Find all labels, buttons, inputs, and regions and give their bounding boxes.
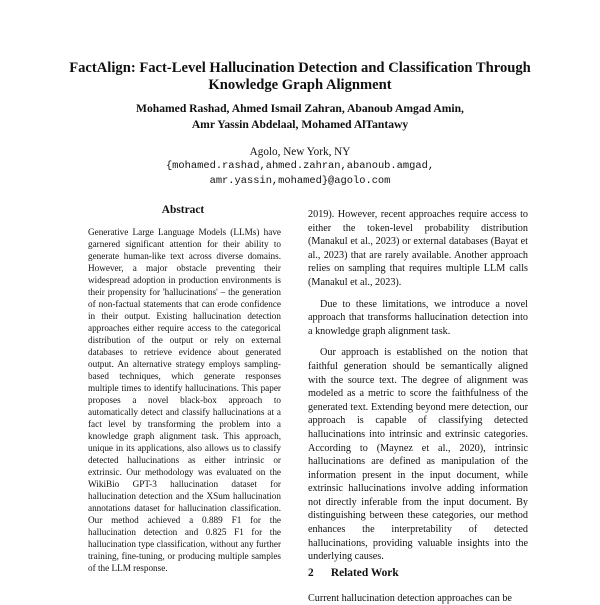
author-list [40, 101, 560, 133]
right-column [308, 208, 528, 572]
abstract-body [88, 226, 281, 574]
email-line-1: {mohamed.rashad,ahmed.zahran,abanoub.amgad, [165, 160, 435, 172]
email-line-2: amr.yassin,mohamed}@agolo.com [209, 175, 391, 187]
body-paragraph-3: Our approach is established on the notion that faithful generation should be semantically aligned with the source text. The degree of alignment was modeled as a metric to score the faithfulness of the generated text. Extending beyond mere detection, our approach is capable of classifying detected hallucinations into intrinsic and extrinsic categories. According to (Maynez et al., 2020), intrinsic hallucinations are defined as manipulation of the information present in the input document, while extrinsic hallucinations involve adding information not directly inferable from the input document. By distinguishing between these categories, our method enhances the interpretability of detected hallucinations, providing valuable insights into the underlying causes. [308, 347, 528, 563]
section-title: Related Work [330, 567, 399, 579]
email-block [40, 159, 560, 189]
authors-line-2: Amr Yassin Abdelaal, Mohamed AlTantawy [191, 118, 409, 131]
abstract-text: Generative Large Language Models (LLMs) have garnered significant attention for their ability to generate human-like text across diverse domains. However, a major obstacle preventing their widespread adoption in production environments is their propensity for 'hallucinations' – the generation of non-factual statements that can erode confidence in their output. Existing hallucination detection approaches either require access to the categorical distribution of the output or rely on external databases to retrieve evidence about generated output. An alternative strategy employs sampling-based techniques, which generate responses multiple times to identify hallucinations. This paper proposes a novel black-box approach to automatically detect and classify hallucinations at a fact level by transforming the problem into a knowledge graph alignment task. This approach, unique in its applications, also allows us to classify detected hallucinations as either intrinsic or extrinsic. Our methodology was evaluated on the WikiBio GPT-3 hallucination dataset for hallucination detection and the XSum hallucination annotations dataset for hallucination classification. Our method achieved a 0.889 F1 for the hallucination detection and 0.825 F1 for the hallucination type classification, without any further training, fine-tuning, or producing multiple samples of the LLM response. [88, 227, 281, 573]
body-paragraph-1: 2019). However, recent approaches require access to either the token-level probability distribution (Manakul et al., 2023) or external databases (Bayat et al., 2023) that are rarely available. Another approach relies on sampling that requires multiple LLM calls (Manakul et al., 2023). [308, 209, 528, 288]
truncated-line: Current hallucination detection approaches can be [308, 593, 512, 604]
section-heading-related-work [308, 567, 528, 579]
abstract-heading: Abstract [161, 204, 205, 216]
affiliation: Agolo, New York, NY [249, 146, 351, 158]
body-paragraph-2: Due to these limitations, we introduce a novel approach that transforms hallucination detection into a knowledge graph alignment task. [308, 298, 528, 337]
section-number: 2 [308, 567, 314, 579]
paper-title: FactAlign: Fact-Level Hallucination Detection and Classification Through Knowledge Graph Alignment [69, 60, 531, 93]
authors-line-1: Mohamed Rashad, Ahmed Ismail Zahran, Abanoub Amgad Amin, [136, 102, 464, 115]
